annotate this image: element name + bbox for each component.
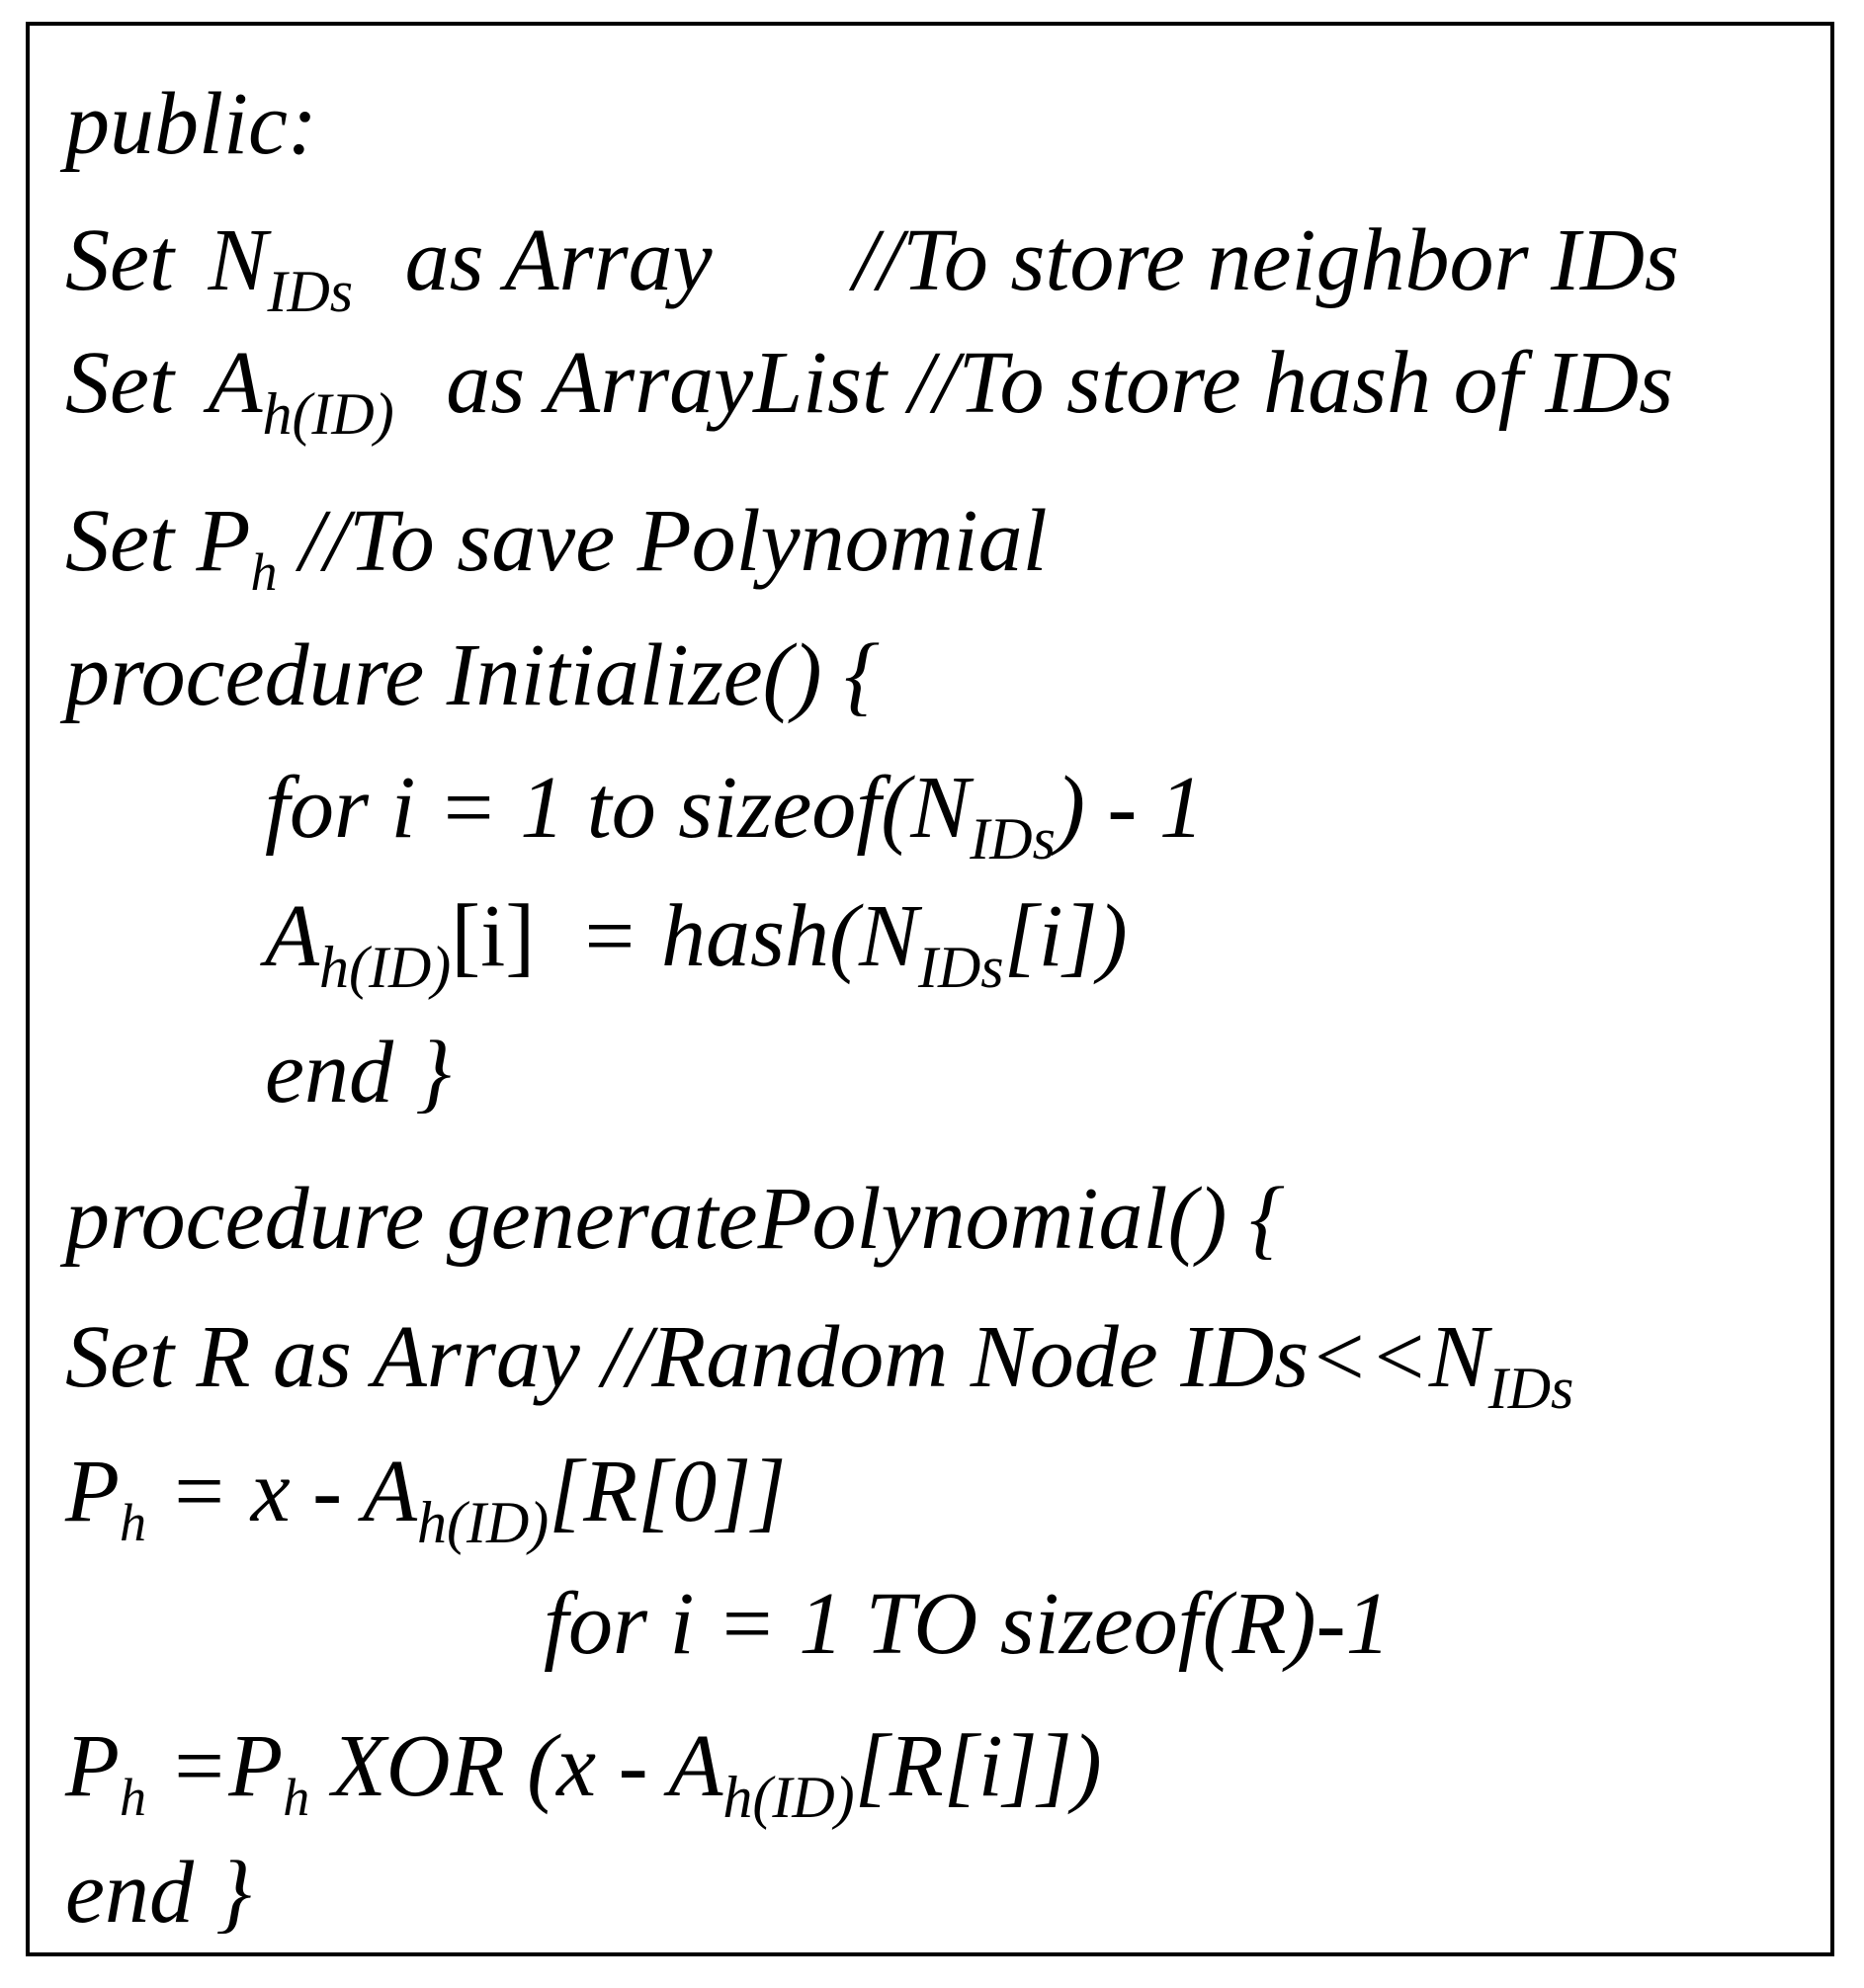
code-line-procedure-initialize — [65, 626, 880, 725]
code-eq: = hash(N — [578, 887, 918, 985]
subscript-h: h — [119, 1493, 146, 1552]
code-line-for-loop — [265, 759, 1204, 871]
subscript-ids: IDs — [267, 259, 354, 324]
code-post: [i]) — [1003, 887, 1128, 985]
code-line-end-initialize — [265, 1024, 451, 1122]
code-line-public — [65, 75, 317, 174]
subscript-h: h — [119, 1768, 146, 1827]
code-text: procedure Initialize() { — [65, 626, 881, 724]
subscript-hid: h(ID) — [416, 1490, 550, 1555]
code-rest: as ArrayList //To store hash of IDs — [446, 334, 1674, 432]
keyword-set-p: Set P — [65, 492, 251, 590]
code-line-set-nids — [65, 211, 1679, 324]
code-line-set-ahid — [65, 334, 1674, 447]
var-a: A — [265, 887, 319, 985]
comment-neighbor-ids: //To store neighbor IDs — [853, 211, 1679, 309]
code-line-hash-assign — [265, 887, 1128, 1000]
code-pre: Set R as Array //Random Node IDs<<N — [65, 1308, 1488, 1406]
code-post: ) - 1 — [1055, 759, 1204, 857]
var-p: P — [65, 1717, 120, 1815]
code-text: end } — [65, 1844, 252, 1942]
subscript-hid: h(ID) — [722, 1765, 855, 1830]
code-text: for i = 1 TO sizeof(R)-1 — [544, 1575, 1391, 1673]
keyword-set: Set — [65, 334, 174, 432]
code-post: [R[i]]) — [854, 1717, 1102, 1815]
code-mid: XOR (x - A — [331, 1717, 723, 1815]
subscript-ids: IDs — [970, 806, 1056, 871]
code-line-procedure-generate — [65, 1170, 1285, 1269]
code-text: procedure generatePolynomial() { — [65, 1170, 1285, 1268]
code-line-set-r — [65, 1308, 1574, 1421]
keyword-set: Set — [65, 211, 174, 309]
code-eq: =P — [168, 1717, 284, 1815]
code-text: end } — [265, 1024, 452, 1121]
code-line-for-loop-r — [544, 1575, 1391, 1674]
subscript-h: h — [250, 542, 278, 602]
subscript-h: h — [283, 1768, 310, 1827]
var-n: N — [208, 211, 268, 309]
code-text: public: — [65, 75, 317, 173]
code-rest: as Array — [404, 211, 713, 309]
code-line-end-generate — [65, 1844, 251, 1943]
code-eq: = x - A — [168, 1443, 417, 1540]
code-pre: for i = 1 to sizeof(N — [265, 759, 971, 857]
subscript-hid: h(ID) — [318, 935, 452, 1000]
code-line-ph-init — [65, 1443, 787, 1555]
index-i: [i] — [451, 887, 536, 985]
subscript-hid: h(ID) — [262, 381, 394, 447]
subscript-ids: IDs — [1487, 1356, 1574, 1421]
code-line-ph-xor — [65, 1717, 1102, 1830]
code-line-set-ph — [65, 492, 1048, 602]
var-p: P — [65, 1443, 120, 1540]
subscript-ids: IDs — [917, 935, 1004, 1000]
comment-save-polynomial: //To save Polynomial — [298, 492, 1048, 590]
var-a: A — [208, 334, 263, 432]
code-post: [R[0]] — [549, 1443, 787, 1540]
